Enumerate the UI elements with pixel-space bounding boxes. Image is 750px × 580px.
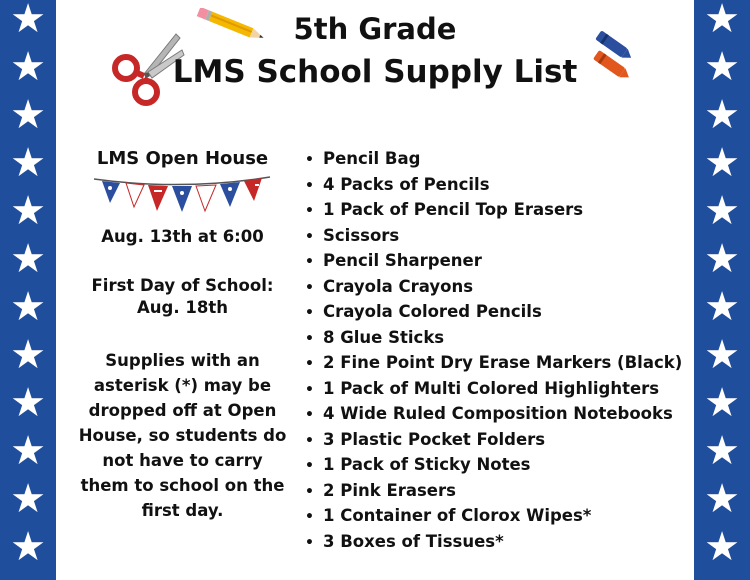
open-house-date: Aug. 13th at 6:00 [101,227,264,246]
bunting-icon [92,173,272,217]
list-item [305,376,682,402]
star-icon: ★ [704,140,740,186]
bullet-icon: • [305,432,314,449]
star-icon: ★ [704,188,740,234]
note-line: dropped off at Open [88,401,277,420]
star-icon: ★ [10,92,46,138]
note-line: them to school on the [80,476,285,495]
list-item-label: 2 Pink Erasers [323,480,456,500]
first-day-info [70,275,295,319]
star-icon: ★ [704,236,740,282]
star-icon: ★ [704,0,740,42]
note-line: Supplies with an [105,351,260,370]
list-item-label: 4 Packs of Pencils [323,174,490,194]
note-line: asterisk (*) may be [93,376,272,395]
star-icon: ★ [10,284,46,330]
list-item [305,478,682,504]
star-icon: ★ [704,284,740,330]
bullet-icon: • [305,458,314,474]
list-item [305,452,682,478]
first-day-label: First Day of School: [91,276,274,295]
list-item-label: 3 Boxes of Tissues* [323,531,504,551]
list-item [305,503,682,529]
list-item [305,172,682,198]
note-line: not have to carry [102,451,263,470]
star-icon: ★ [10,188,46,234]
page-subtitle: LMS School Supply List [172,54,578,90]
bullet-icon: • [305,203,314,219]
bullet-icon: • [305,177,314,194]
star-icon: ★ [704,332,740,378]
list-item-label: 2 Fine Point Dry Erase Markers (Black) [323,353,683,372]
star-icon: ★ [10,0,46,42]
bullet-icon: • [305,228,314,245]
bullet-icon: • [305,254,314,270]
star-icon: ★ [10,428,46,474]
star-icon: ★ [704,92,740,138]
note-line: House, so students do [78,426,287,445]
star-icon: ★ [704,428,740,474]
note-line: first day. [141,501,224,520]
bullet-icon: • [305,356,314,372]
page-title: 5th Grade [293,12,457,46]
list-item-label: Scissors [323,225,400,245]
star-icon: ★ [704,524,740,570]
first-day-date: Aug. 18th [137,298,228,317]
bullet-icon: • [305,483,314,500]
star-icon: ★ [10,380,46,426]
bullet-icon: • [305,330,314,347]
star-icon: ★ [10,524,46,570]
star-icon: ★ [10,332,46,378]
star-icon: ★ [704,380,740,426]
list-item [305,197,682,223]
bullet-icon: • [305,534,314,551]
list-item-label: Crayola Crayons [323,276,474,296]
star-icon: ★ [10,236,46,282]
list-item [305,529,682,555]
bullet-icon: • [305,279,314,296]
list-item-label: Pencil Bag [323,149,421,168]
list-item [305,146,682,172]
list-item [305,299,682,325]
list-item [305,350,682,376]
list-item [305,427,682,453]
list-item-label: 1 Container of Clorox Wipes* [323,506,592,525]
bullet-icon: • [305,407,314,423]
list-item-label: 8 Glue Sticks [323,327,445,347]
list-item [305,274,682,300]
star-icon: ★ [10,140,46,186]
list-item-label: 3 Plastic Pocket Folders [323,429,546,449]
list-item-label: 1 Pack of Multi Colored Highlighters [323,378,660,398]
list-item-label: Pencil Sharpener [323,251,482,270]
list-item-label: 1 Pack of Pencil Top Erasers [323,200,584,219]
list-item-label: Crayola Colored Pencils [323,302,542,321]
list-item [305,401,682,427]
list-item [305,223,682,249]
supplies-note [70,348,295,523]
star-icon: ★ [704,44,740,90]
open-house-heading: LMS Open House [96,148,269,169]
list-item-label: 4 Wide Ruled Composition Notebooks [323,404,673,423]
star-icon: ★ [10,44,46,90]
list-item-label: 1 Pack of Sticky Notes [323,455,531,474]
bullet-icon: • [305,509,314,525]
list-item [305,325,682,351]
star-icon: ★ [704,476,740,522]
star-icon: ★ [10,476,46,522]
list-item [305,248,682,274]
supply-list [305,146,682,554]
bullet-icon: • [305,305,314,321]
bullet-icon: • [305,152,314,168]
bullet-icon: • [305,381,314,398]
